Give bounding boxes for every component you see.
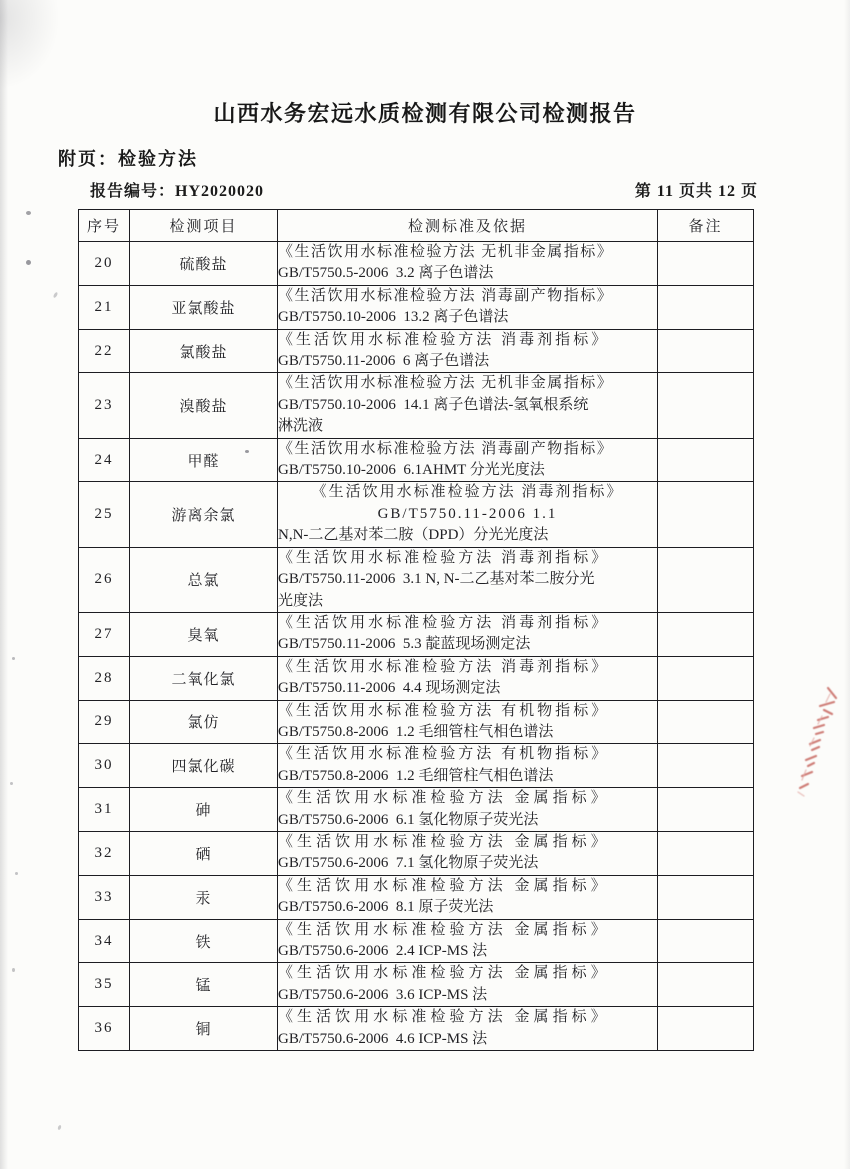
scan-speck — [26, 260, 31, 265]
scan-speck — [10, 782, 13, 785]
standard-line: 《生活饮用水标准检验方法 消毒剂指标》 — [278, 331, 610, 348]
table-row — [79, 963, 754, 1007]
remark-cell — [658, 831, 754, 875]
standard-line: 《生活饮用水标准检验方法 消毒剂指标》 — [278, 614, 610, 631]
item-cell: 砷 — [130, 788, 278, 832]
standard-cell — [278, 744, 658, 788]
remark-cell — [658, 963, 754, 1007]
table-header-row — [79, 210, 754, 242]
remark-cell — [658, 744, 754, 788]
standard-line: 《生活饮用水标准检验方法 金属指标》 — [278, 921, 610, 938]
remark-cell — [658, 547, 754, 612]
table-row — [79, 329, 754, 373]
item-cell: 硒 — [130, 831, 278, 875]
red-stamp-fragment — [790, 684, 846, 814]
standard-cell — [278, 285, 658, 329]
seq-cell: 26 — [79, 547, 130, 612]
attachment-label: 附页：检验方法 — [58, 149, 198, 169]
remark-cell — [658, 875, 754, 919]
scan-speck — [26, 211, 31, 215]
seq-cell: 22 — [79, 329, 130, 373]
seq-cell: 25 — [79, 482, 130, 547]
remark-cell — [658, 919, 754, 963]
remark-cell — [658, 788, 754, 832]
standard-line: GB/T5750.6-2006 6.1 氢化物原子荧光法 — [278, 811, 539, 828]
table-row — [79, 438, 754, 482]
standard-line: GB/T5750.10-2006 6.1AHMT 分光光度法 — [278, 462, 545, 479]
remark-cell — [658, 373, 754, 438]
standard-cell — [278, 482, 658, 547]
page-indicator: 第 11 页共 12 页 — [634, 183, 758, 200]
standard-cell — [278, 329, 658, 373]
seq-cell: 32 — [79, 831, 130, 875]
table-row — [79, 656, 754, 700]
standard-cell — [278, 700, 658, 744]
standard-line: 《生活饮用水标准检验方法 消毒剂指标》 — [311, 484, 624, 501]
remark-cell — [658, 700, 754, 744]
seq-cell: 36 — [79, 1007, 130, 1051]
standard-line: GB/T5750.10-2006 14.1 离子色谱法-氢氧根系统 — [278, 396, 589, 413]
remark-cell — [658, 329, 754, 373]
standard-line: GB/T5750.6-2006 3.6 ICP-MS 法 — [278, 986, 488, 1003]
scan-edge-shadow-left — [0, 0, 8, 1169]
item-cell: 溴酸盐 — [130, 373, 278, 438]
standard-cell — [278, 242, 658, 286]
standard-line: 光度法 — [278, 592, 324, 609]
seq-cell: 28 — [79, 656, 130, 700]
scan-speck — [57, 1125, 62, 1131]
item-cell: 亚氯酸盐 — [130, 285, 278, 329]
item-cell: 臭氧 — [130, 612, 278, 656]
standard-line: 《生活饮用水标准检验方法 无机非金属指标》 — [278, 375, 614, 392]
standard-line: 《生活饮用水标准检验方法 金属指标》 — [278, 965, 610, 982]
header-remark: 备注 — [658, 210, 754, 242]
scan-speck — [12, 968, 15, 972]
standard-line: GB/T5750.11-2006 5.3 靛蓝现场测定法 — [278, 636, 531, 653]
header-seq: 序号 — [79, 210, 130, 242]
scan-corner-shadow — [0, 0, 60, 90]
standard-cell — [278, 875, 658, 919]
remark-cell — [658, 438, 754, 482]
table-row — [79, 285, 754, 329]
seq-cell: 21 — [79, 285, 130, 329]
item-cell: 氯酸盐 — [130, 329, 278, 373]
standard-line: GB/T5750.11-2006 3.1 N, N-二乙基对苯二胺分光 — [278, 571, 595, 588]
standard-cell — [278, 831, 658, 875]
seq-cell: 30 — [79, 744, 130, 788]
scan-speck — [15, 872, 18, 875]
remark-cell — [658, 656, 754, 700]
standard-line: GB/T5750.10-2006 13.2 离子色谱法 — [278, 309, 509, 326]
seq-cell: 33 — [79, 875, 130, 919]
seq-cell: 34 — [79, 919, 130, 963]
remark-cell — [658, 285, 754, 329]
remark-cell — [658, 612, 754, 656]
seq-cell: 24 — [79, 438, 130, 482]
standard-line: 《生活饮用水标准检验方法 消毒剂指标》 — [278, 658, 610, 675]
item-cell: 铁 — [130, 919, 278, 963]
standard-cell — [278, 547, 658, 612]
seq-cell: 23 — [79, 373, 130, 438]
standard-line: GB/T5750.11-2006 6 离子色谱法 — [278, 353, 490, 370]
standard-line: 《生活饮用水标准检验方法 金属指标》 — [278, 877, 610, 894]
item-cell: 甲醛 — [130, 438, 278, 482]
table-row — [79, 547, 754, 612]
item-cell: 四氯化碳 — [130, 744, 278, 788]
seq-cell: 35 — [79, 963, 130, 1007]
standard-line: 《生活饮用水标准检验方法 金属指标》 — [278, 790, 610, 807]
item-cell: 铜 — [130, 1007, 278, 1051]
standard-cell — [278, 656, 658, 700]
standard-line: GB/T5750.8-2006 1.2 毛细管柱气相色谱法 — [278, 723, 554, 740]
item-cell: 汞 — [130, 875, 278, 919]
table-row — [79, 373, 754, 438]
table-row — [79, 875, 754, 919]
standard-line: GB/T5750.6-2006 4.6 ICP-MS 法 — [278, 1030, 488, 1047]
item-cell: 硫酸盐 — [130, 242, 278, 286]
standard-cell — [278, 373, 658, 438]
standard-cell — [278, 1007, 658, 1051]
standard-line: N,N-二乙基对苯二胺（DPD）分光光度法 — [278, 527, 549, 544]
standard-cell — [278, 963, 658, 1007]
seq-cell: 31 — [79, 788, 130, 832]
standard-cell — [278, 612, 658, 656]
item-cell: 锰 — [130, 963, 278, 1007]
standard-cell — [278, 788, 658, 832]
standard-line: 《生活饮用水标准检验方法 无机非金属指标》 — [278, 244, 614, 260]
scan-speck — [12, 657, 15, 660]
table-row — [79, 744, 754, 788]
standard-line: 《生活饮用水标准检验方法 有机物指标》 — [278, 702, 610, 719]
item-cell: 总氯 — [130, 547, 278, 612]
standard-line: 《生活饮用水标准检验方法 有机物指标》 — [278, 746, 610, 763]
remark-cell — [658, 482, 754, 547]
standard-line: GB/T5750.11-2006 4.4 现场测定法 — [278, 680, 501, 697]
standard-line: GB/T5750.8-2006 1.2 毛细管柱气相色谱法 — [278, 767, 554, 784]
item-cell: 二氧化氯 — [130, 656, 278, 700]
seq-cell: 20 — [79, 242, 130, 286]
methods-table — [78, 209, 754, 1051]
item-cell: 氯仿 — [130, 700, 278, 744]
table-row — [79, 1007, 754, 1051]
table-row — [79, 919, 754, 963]
standard-line: GB/T5750.6-2006 8.1 原子荧光法 — [278, 899, 494, 916]
item-cell: 游离余氯 — [130, 482, 278, 547]
table-row — [79, 788, 754, 832]
scan-speck — [53, 292, 59, 299]
report-number: 报告编号：HY2020020 — [90, 183, 265, 200]
standard-line: 《生活饮用水标准检验方法 消毒副产物指标》 — [278, 440, 614, 457]
standard-cell — [278, 438, 658, 482]
remark-cell — [658, 1007, 754, 1051]
table-row — [79, 700, 754, 744]
report-title: 山西水务宏远水质检测有限公司检测报告 — [213, 101, 637, 126]
seq-cell: 27 — [79, 612, 130, 656]
standard-line: GB/T5750.6-2006 2.4 ICP-MS 法 — [278, 943, 488, 959]
standard-line: 《生活饮用水标准检验方法 消毒剂指标》 — [278, 549, 610, 566]
standard-line: 《生活饮用水标准检验方法 金属指标》 — [278, 833, 610, 850]
header-standard: 检测标准及依据 — [278, 210, 658, 242]
remark-cell — [658, 242, 754, 286]
table-row — [79, 612, 754, 656]
table-row — [79, 482, 754, 547]
table-row — [79, 242, 754, 286]
standard-line: GB/T5750.11-2006 1.1 — [377, 505, 558, 522]
standard-cell — [278, 919, 658, 963]
table-row — [79, 831, 754, 875]
standard-line: 《生活饮用水标准检验方法 消毒副产物指标》 — [278, 287, 614, 304]
standard-line: 《生活饮用水标准检验方法 金属指标》 — [278, 1009, 610, 1026]
seq-cell: 29 — [79, 700, 130, 744]
standard-line: 淋洗液 — [278, 418, 324, 435]
scan-edge-shadow-right — [844, 0, 850, 1169]
standard-line: GB/T5750.6-2006 7.1 氢化物原子荧光法 — [278, 855, 539, 872]
header-item: 检测项目 — [130, 210, 278, 242]
standard-line: GB/T5750.5-2006 3.2 离子色谱法 — [278, 265, 494, 282]
